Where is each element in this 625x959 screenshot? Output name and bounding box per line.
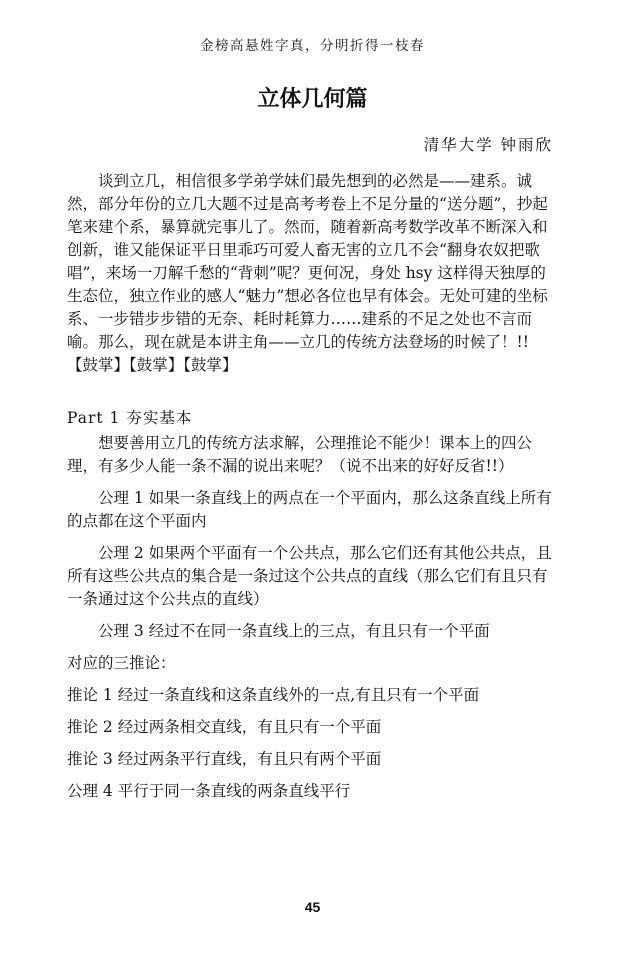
axiom-4: 公理 4 平行于同一条直线的两条直线平行	[67, 782, 351, 800]
corollary-1: 推论 1 经过一条直线和这条直线外的一点,有且只有一个平面	[67, 686, 480, 704]
intro-section	[67, 170, 555, 377]
author-line: 清华大学 钟雨欣	[423, 136, 553, 154]
part1-section	[67, 432, 555, 803]
axiom-1: 公理 1 如果一条直线上的两点在一个平面内，那么这条直线上所有的点都在这个平面内	[67, 489, 552, 530]
axiom-2: 公理 2 如果两个平面有一个公共点，那么它们还有其他公共点，且所有这些公共点的集合是一条过这个公共点的直线（那么它们有且只有一条通过这个公共点的直线）	[67, 544, 552, 608]
part1-lead-paragraph: 想要善用立几的传统方法求解，公理推论不能少！课本上的四公理，有多少人能一条不漏的说出来呢？（说不出来的好好反省!!）	[67, 434, 533, 475]
page-number: 45	[304, 899, 321, 915]
corollary-2: 推论 2 经过两条相交直线，有且只有一个平面	[67, 718, 382, 736]
axiom-3: 公理 3 经过不在同一条直线上的三点，有且只有一个平面	[98, 622, 490, 640]
corollary-intro: 对应的三推论：	[67, 654, 176, 672]
corollary-3: 推论 3 经过两条平行直线，有且只有两个平面	[67, 750, 382, 768]
intro-paragraph: 谈到立几，相信很多学弟学妹们最先想到的必然是——建系。诚然，部分年份的立几大题不过是高考考卷上不足分量的“送分题”，抄起笔来建个系，暴算就完事儿了。然而，随着新高考数学改革不断深入和创新，谁又能保证平日里乖巧可爱人畜无害的立几不会“翻身农奴把歌唱”，来场一刀解千愁的“背刺”呢？更何况，身处 hsy 这样得天独厚的生态位，独立作业的感人“魅力”想必各位也早有体会。无处可建的坐标系、一步错步步错的无奈、耗时耗算力……建系的不足之处也不言而喻。那么，现在就是本讲主角——立几的传统方法登场的时候了！!!【鼓掌】【鼓掌】【鼓掌】	[67, 172, 548, 374]
article-title: 立体几何篇	[257, 87, 368, 112]
running-header: 金榜高悬姓字真，分明折得一枝春	[200, 38, 425, 54]
part1-heading: Part 1 夯实基本	[67, 409, 193, 427]
